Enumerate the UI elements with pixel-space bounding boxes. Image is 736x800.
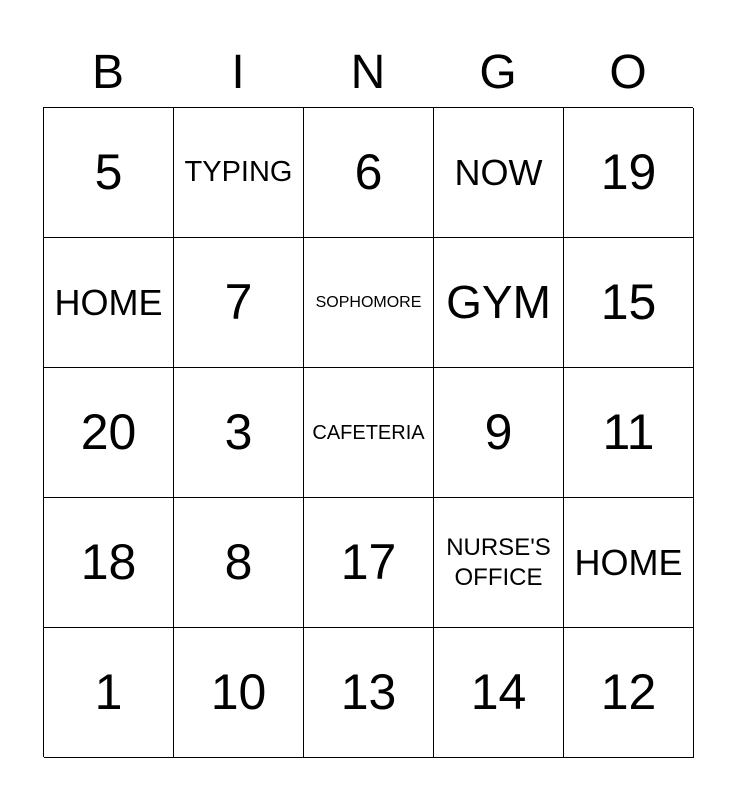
bingo-cell[interactable] <box>564 238 694 368</box>
cell-text: 14 <box>470 664 527 720</box>
cell-text: SOPHOMORE <box>315 293 422 311</box>
bingo-cell[interactable] <box>44 238 174 368</box>
bingo-card <box>43 107 693 757</box>
bingo-cell[interactable] <box>174 238 304 368</box>
cell-text: 11 <box>602 404 655 460</box>
cell-text: CAFETERIA <box>312 421 425 444</box>
bingo-cell[interactable] <box>304 108 434 238</box>
cell-text: 13 <box>340 664 397 720</box>
bingo-cell[interactable] <box>174 368 304 498</box>
cell-text: 18 <box>80 534 137 590</box>
cell-text: 17 <box>340 534 397 590</box>
cell-text: 19 <box>600 144 657 200</box>
bingo-cell[interactable] <box>434 238 564 368</box>
bingo-cell[interactable] <box>434 368 564 498</box>
bingo-cell[interactable] <box>44 628 174 758</box>
bingo-cell[interactable] <box>304 368 434 498</box>
cell-text: 10 <box>210 664 267 720</box>
cell-text: HOME <box>574 541 683 583</box>
header-letter-b: B <box>91 46 124 99</box>
header-letter-i: I <box>231 46 245 99</box>
cell-text: 8 <box>224 534 253 590</box>
cell-text: 7 <box>224 274 253 330</box>
bingo-cell[interactable] <box>44 498 174 628</box>
bingo-cell[interactable] <box>304 238 434 368</box>
bingo-cell[interactable] <box>564 628 694 758</box>
bingo-cell[interactable] <box>434 628 564 758</box>
cell-text: 6 <box>354 144 383 200</box>
cell-text: NOW <box>454 151 543 193</box>
cell-text: 3 <box>224 404 253 460</box>
bingo-cell[interactable] <box>304 498 434 628</box>
cell-text: 5 <box>94 144 123 200</box>
bingo-cell[interactable] <box>434 108 564 238</box>
bingo-cell[interactable] <box>174 498 304 628</box>
cell-text: 9 <box>484 404 513 460</box>
cell-text: 20 <box>80 404 137 460</box>
cell-text: 1 <box>94 664 123 720</box>
cell-text: NURSE'S OFFICE <box>446 533 551 591</box>
bingo-header <box>43 40 693 106</box>
cell-text: TYPING <box>184 155 293 188</box>
header-letter-o: O <box>609 46 647 99</box>
bingo-cell[interactable] <box>44 368 174 498</box>
bingo-cell[interactable] <box>564 108 694 238</box>
bingo-cell[interactable] <box>564 368 694 498</box>
bingo-cell[interactable] <box>564 498 694 628</box>
cell-text: 12 <box>600 664 657 720</box>
header-letter-n: N <box>350 46 386 99</box>
cell-text: 15 <box>600 274 657 330</box>
bingo-cell[interactable] <box>174 628 304 758</box>
bingo-cell[interactable] <box>44 108 174 238</box>
cell-text: GYM <box>446 276 551 329</box>
cell-text: HOME <box>54 281 163 323</box>
bingo-cell[interactable] <box>304 628 434 758</box>
bingo-cell[interactable] <box>434 498 564 628</box>
bingo-cell[interactable] <box>174 108 304 238</box>
header-letter-g: G <box>479 46 517 99</box>
